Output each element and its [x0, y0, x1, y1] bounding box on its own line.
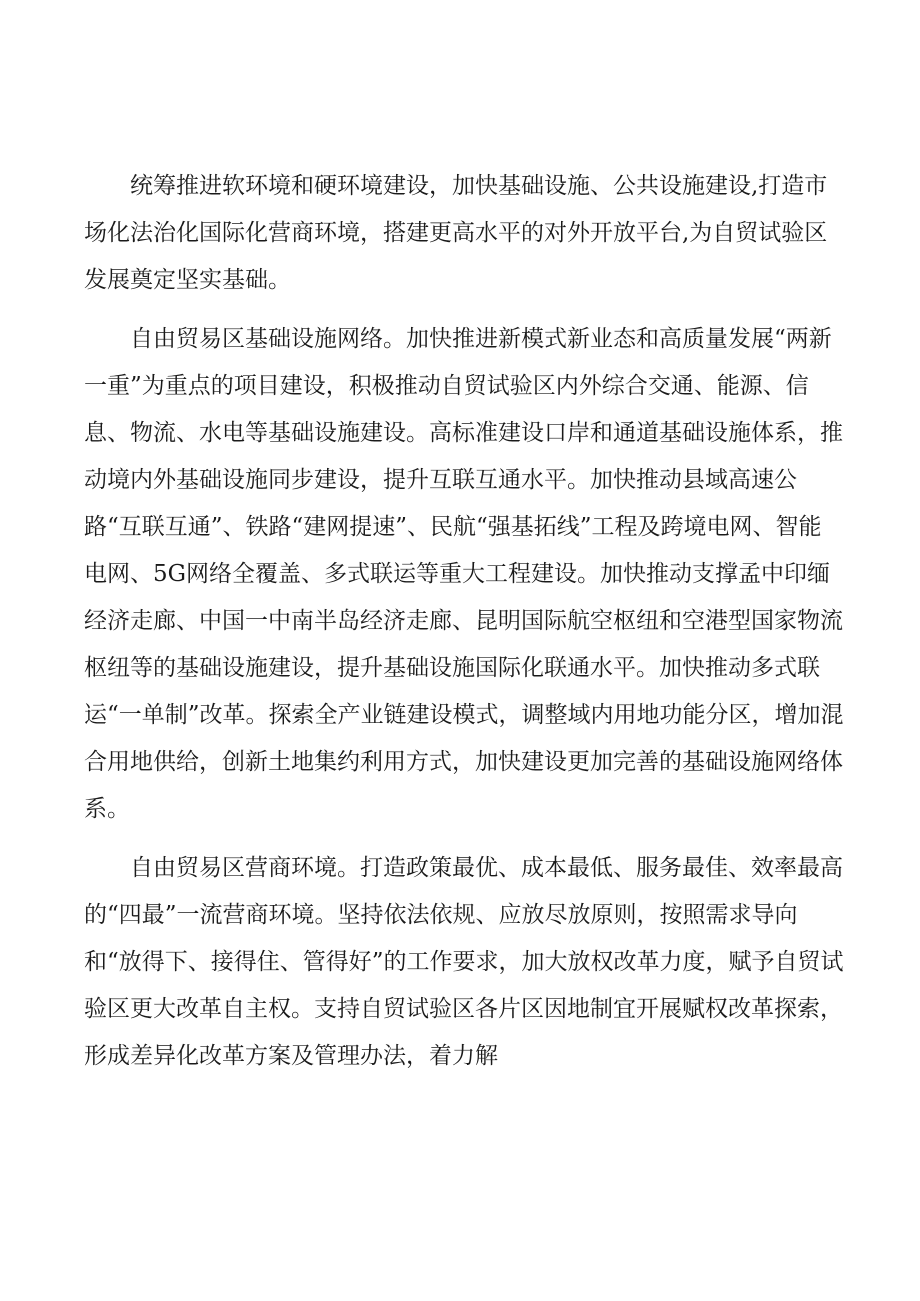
paragraph-spacer: [84, 833, 844, 845]
paragraph-spacer: [84, 304, 844, 316]
paragraph-intro: 统筹推进软环境和硬环境建设，加快基础设施、公共设施建设,打造市场化法治化国际化营商环境，搭建更高水平的对外开放平台,为自贸试验区发展奠定坚实基础。: [84, 173, 828, 293]
paragraph-infrastructure: 自由贸易区基础设施网络。加快推进新模式新业态和高质量发展“两新一重”为重点的项目建设，积极推动自贸试验区内外综合交通、能源、信息、物流、水电等基础设施建设。高标准建设口岸和通道基础设施体系，推动境内外基础设施同步建设，提升互联互通水平。加快推动县域高速公路“互联互通”、铁路“建网提速”、民航“强基拓线”工程及跨境电网、智能电网、5G网络全覆盖、多式联运等重大工程建设。加快推动支撑孟中印缅经济走廊、中国一中南半岛经济走廊、昆明国际航空枢纽和空港型国家物流枢纽等的基础设施建设，提升基础设施国际化联通水平。加快推动多式联运“一单制”改革。探索全产业链建设模式，调整域内用地功能分区，增加混合用地供给，创新土地集约利用方式，加快建设更加完善的基础设施网络体系。: [84, 326, 844, 822]
document-body: [84, 163, 844, 1080]
paragraph-business-environment: 自由贸易区营商环境。打造政策最优、成本最低、服务最佳、效率最高的“四最”一流营商环境。坚持依法依规、应放尽放原则，按照需求导向和“放得下、接得住、管得好”的工作要求，加大放权改革力度，赋予自贸试验区更大改革自主权。支持自贸试验区各片区因地制宜开展赋权改革探索，形成差异化改革方案及管理办法，着力解: [84, 855, 844, 1069]
